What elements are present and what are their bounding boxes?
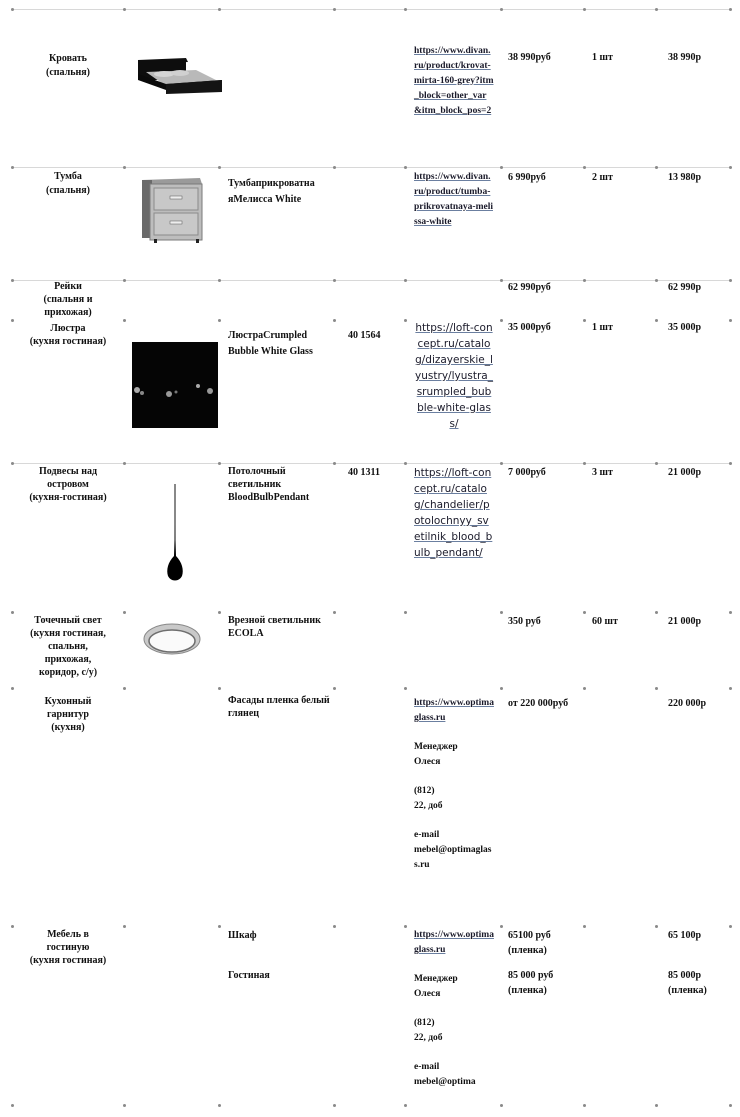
grid-intersection-dot: [583, 8, 586, 11]
phone-extension: 22, доб: [414, 801, 443, 811]
category-cell: [12, 280, 124, 319]
grid-intersection-dot: [404, 462, 407, 465]
grid-intersection-dot: [333, 1104, 336, 1107]
manager-label: Менеджер: [414, 742, 458, 752]
row-divider: [12, 612, 730, 613]
manager-name: Олеся: [414, 989, 441, 999]
supplier-info-cell: [414, 696, 494, 873]
grid-intersection-dot: [218, 611, 221, 614]
grid-intersection-dot: [11, 687, 14, 690]
grid-intersection-dot: [123, 8, 126, 11]
row-divider: [12, 463, 730, 464]
grid-intersection-dot: [333, 925, 336, 928]
grid-intersection-dot: [123, 166, 126, 169]
price-cell: 6 990руб: [508, 172, 546, 183]
grid-intersection-dot: [655, 925, 658, 928]
category-title: Точечный свет: [34, 615, 102, 626]
grid-intersection-dot: [123, 687, 126, 690]
product-name: Шкаф: [228, 930, 257, 941]
bed-image: [136, 52, 224, 94]
email-label: e-mail: [414, 1062, 440, 1072]
category-title: Люстра: [50, 323, 86, 334]
grid-intersection-dot: [729, 687, 732, 690]
grid-intersection-dot: [333, 279, 336, 282]
grid-intersection-dot: [218, 925, 221, 928]
grid-intersection-dot: [655, 166, 658, 169]
price-cell: от 220 000руб: [508, 698, 569, 709]
pendant-image: [160, 484, 190, 586]
category-room: островом: [47, 479, 89, 490]
grid-intersection-dot: [583, 1104, 586, 1107]
grid-intersection-dot: [655, 462, 658, 465]
phone-code: (812): [414, 1018, 435, 1028]
supplier-info-cell: [414, 928, 494, 1090]
grid-intersection-dot: [123, 1104, 126, 1107]
grid-intersection-dot: [333, 687, 336, 690]
grid-intersection-dot: [333, 166, 336, 169]
product-link-cell[interactable]: [414, 170, 494, 230]
grid-intersection-dot: [218, 687, 221, 690]
grid-intersection-dot: [655, 319, 658, 322]
email-address[interactable]: mebel@optimaglass.ru: [414, 845, 492, 870]
grid-intersection-dot: [655, 8, 658, 11]
total-cell: 38 990р: [668, 52, 702, 63]
total-cell: 35 000р: [668, 322, 702, 333]
category-title: Подвесы над: [38, 466, 98, 477]
grid-intersection-dot: [404, 319, 407, 322]
grid-intersection-dot: [404, 166, 407, 169]
grid-intersection-dot: [500, 279, 503, 282]
product-name-secondary: Гостиная: [228, 970, 270, 981]
category-cell: [12, 614, 124, 679]
category-title: Мебель в: [47, 929, 89, 940]
total-cell: 65 100р: [668, 930, 702, 941]
phone-code: (812): [414, 786, 435, 796]
price-cell: 38 990руб: [508, 52, 551, 63]
chandelier-image: [132, 342, 218, 428]
manager-name: Олеся: [414, 757, 441, 767]
product-name: Тумбаприкроватна яМелисса White: [228, 178, 315, 205]
product-link[interactable]: https://loft-concept.ru/catalog/chandelier/potolochnyy_svetilnik_blood_bulb_pendant/: [414, 467, 493, 559]
quantity-cell: 3 шт: [592, 467, 613, 478]
product-name: ЛюстраCrumpled Bubble White Glass: [228, 330, 313, 357]
grid-intersection-dot: [333, 8, 336, 11]
product-name: Врезной светильник ECOLA: [228, 615, 321, 639]
grid-intersection-dot: [500, 462, 503, 465]
category-room: (кухня гостиная): [29, 336, 107, 347]
grid-intersection-dot: [500, 611, 503, 614]
grid-intersection-dot: [404, 925, 407, 928]
total-cell: 21 000р: [668, 467, 702, 478]
category-room: (спальня и: [43, 294, 93, 305]
email-label: e-mail: [414, 830, 440, 840]
article-number: 40 1311: [348, 467, 380, 478]
category-cell: [12, 170, 124, 198]
grid-intersection-dot: [333, 462, 336, 465]
grid-intersection-dot: [404, 687, 407, 690]
total-cell-secondary: 85 000р (пленка): [668, 970, 707, 996]
row-divider: [12, 9, 730, 10]
grid-intersection-dot: [729, 1104, 732, 1107]
price-cell-secondary: 85 000 руб (пленка): [508, 970, 554, 996]
category-title: Кровать: [49, 53, 87, 64]
nightstand-image: [140, 176, 206, 244]
grid-intersection-dot: [655, 687, 658, 690]
row-divider: [12, 1105, 730, 1106]
product-name: Фасады пленка белый глянец: [228, 695, 330, 719]
product-link-cell[interactable]: [414, 320, 494, 432]
product-link[interactable]: https://loft-concept.ru/catalog/dizayerskie_lyustry/lyustra_srumpled_bubble-white-glass/: [415, 322, 493, 430]
grid-intersection-dot: [500, 925, 503, 928]
grid-intersection-dot: [218, 319, 221, 322]
product-link[interactable]: https://www.divan.ru/product/krovat-mirta-160-grey?itm_block=other_var&itm_block_pos=2: [414, 46, 494, 116]
category-room: спальня,: [48, 641, 88, 652]
quantity-cell: 1 шт: [592, 322, 613, 333]
price-cell: 62 990руб: [508, 282, 551, 293]
category-title: гостиную: [46, 942, 90, 953]
phone-extension: 22, доб: [414, 1033, 443, 1043]
price-cell: 7 000руб: [508, 467, 546, 478]
grid-intersection-dot: [500, 8, 503, 11]
total-cell: 21 000р: [668, 616, 702, 627]
category-cell: [12, 695, 124, 734]
grid-intersection-dot: [404, 611, 407, 614]
category-cell: [12, 928, 124, 967]
product-link-cell[interactable]: [414, 44, 494, 119]
spotlight-image: [142, 622, 202, 656]
price-cell: 65100 руб (пленка): [508, 930, 551, 956]
category-room: (спальня): [45, 185, 91, 196]
product-name: Потолочный светильник BloodBulbPendant: [228, 466, 310, 503]
category-room: (спальня): [45, 67, 91, 78]
grid-intersection-dot: [11, 8, 14, 11]
category-room: (кухня): [51, 722, 85, 733]
grid-intersection-dot: [500, 1104, 503, 1107]
category-room: (кухня гостиная): [29, 955, 107, 966]
quantity-cell: 1 шт: [592, 52, 613, 63]
category-cell: [12, 465, 124, 504]
grid-intersection-dot: [218, 166, 221, 169]
category-room: коридор, с/у): [38, 667, 98, 678]
product-link-cell[interactable]: [414, 465, 494, 561]
category-title: Тумба: [54, 171, 82, 182]
total-cell: 62 990р: [668, 282, 702, 293]
grid-intersection-dot: [404, 8, 407, 11]
manager-label: Менеджер: [414, 974, 458, 984]
grid-intersection-dot: [218, 8, 221, 11]
grid-intersection-dot: [583, 166, 586, 169]
category-room: (кухня-гостиная): [29, 492, 107, 503]
category-room: прихожая): [44, 307, 92, 318]
supplier-link[interactable]: https://www.optimaglass.ru: [414, 698, 494, 723]
grid-intersection-dot: [500, 687, 503, 690]
row-divider: [12, 167, 730, 168]
grid-intersection-dot: [333, 319, 336, 322]
grid-intersection-dot: [500, 319, 503, 322]
article-number: 40 1564: [348, 330, 381, 341]
price-cell: 350 руб: [508, 616, 541, 627]
grid-intersection-dot: [404, 279, 407, 282]
product-link[interactable]: https://www.divan.ru/product/tumba-prikrovatnaya-melissa-white: [414, 172, 493, 227]
grid-intersection-dot: [11, 1104, 14, 1107]
supplier-link[interactable]: https://www.optimaglass.ru: [414, 930, 494, 955]
grid-intersection-dot: [729, 8, 732, 11]
grid-intersection-dot: [729, 166, 732, 169]
quantity-cell: 2 шт: [592, 172, 613, 183]
grid-intersection-dot: [333, 611, 336, 614]
total-cell: 220 000р: [668, 698, 707, 709]
category-title: Кухонный: [44, 696, 92, 707]
total-cell: 13 980р: [668, 172, 702, 183]
grid-intersection-dot: [218, 462, 221, 465]
grid-intersection-dot: [218, 1104, 221, 1107]
grid-intersection-dot: [583, 687, 586, 690]
category-cell: [12, 322, 124, 348]
grid-intersection-dot: [11, 166, 14, 169]
email-address[interactable]: mebel@optima: [414, 1077, 476, 1087]
category-cell: [12, 52, 124, 80]
grid-intersection-dot: [218, 279, 221, 282]
price-cell: 35 000руб: [508, 322, 551, 333]
quantity-cell: 60 шт: [592, 616, 618, 627]
category-title: гарнитур: [47, 709, 89, 720]
grid-intersection-dot: [404, 1104, 407, 1107]
grid-intersection-dot: [655, 1104, 658, 1107]
category-title: Рейки: [54, 281, 82, 292]
grid-intersection-dot: [655, 279, 658, 282]
grid-intersection-dot: [500, 166, 503, 169]
category-room: (кухня гостиная,: [30, 628, 106, 639]
grid-intersection-dot: [583, 925, 586, 928]
grid-intersection-dot: [655, 611, 658, 614]
category-room: прихожая,: [44, 654, 92, 665]
